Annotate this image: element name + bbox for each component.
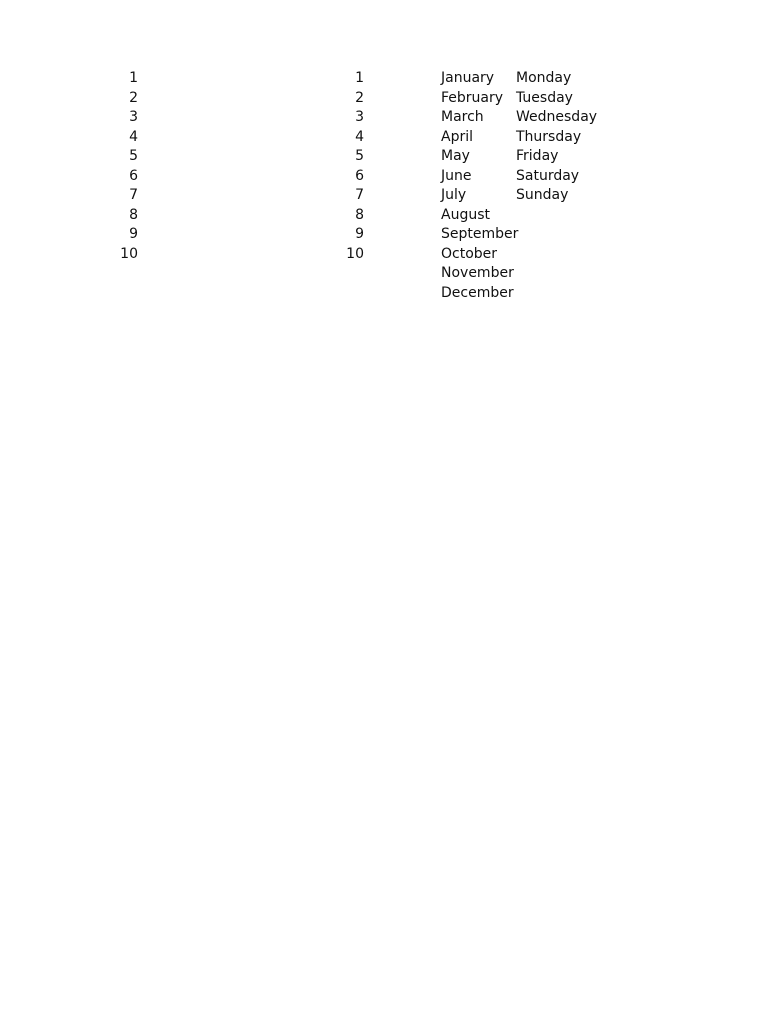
cell-a5: 5 xyxy=(129,148,138,164)
cell-b4: 4 xyxy=(355,128,364,145)
cell-a7: 7 xyxy=(129,187,138,203)
cell-b3: 3 xyxy=(355,109,364,125)
month-cell: April xyxy=(441,128,473,145)
weekday-cell: Thursday xyxy=(516,128,582,145)
month-cell: June xyxy=(441,167,472,184)
cell-b9: 9 xyxy=(355,226,364,242)
month-cell: November xyxy=(441,265,514,281)
month-cell: September xyxy=(441,226,519,242)
month-cell: March xyxy=(441,109,484,125)
month-cell: January xyxy=(441,70,495,86)
month-cell: December xyxy=(441,284,514,301)
weekday-cell: Wednesday xyxy=(516,109,598,125)
cell-b6: 6 xyxy=(355,167,364,184)
month-cell: August xyxy=(441,206,490,223)
month-cell: July xyxy=(441,187,467,203)
cell-a1: 1 xyxy=(129,70,138,86)
cell-b2: 2 xyxy=(355,89,364,106)
cell-a9: 9 xyxy=(129,226,138,242)
cell-a3: 3 xyxy=(129,109,138,125)
number-column-a xyxy=(100,69,138,264)
month-cell: February xyxy=(441,89,504,106)
cell-a2: 2 xyxy=(129,89,138,106)
weekday-cell: Monday xyxy=(516,70,572,86)
cell-b1: 1 xyxy=(355,70,364,86)
cell-b5: 5 xyxy=(355,148,364,164)
weekday-cell: Tuesday xyxy=(516,89,573,106)
months-column xyxy=(441,69,519,303)
number-column-b xyxy=(320,69,364,264)
cell-a10: 10 xyxy=(120,245,138,262)
cell-b10: 10 xyxy=(346,245,364,262)
month-cell: May xyxy=(441,148,470,164)
weekdays-column xyxy=(516,69,616,206)
cell-b7: 7 xyxy=(355,187,364,203)
cell-a4: 4 xyxy=(129,128,138,145)
weekday-cell: Saturday xyxy=(516,167,580,184)
weekday-cell: Sunday xyxy=(516,187,569,203)
cell-a6: 6 xyxy=(129,167,138,184)
month-cell: October xyxy=(441,245,498,262)
cell-a8: 8 xyxy=(129,206,138,223)
cell-b8: 8 xyxy=(355,206,364,223)
weekday-cell: Friday xyxy=(516,148,559,164)
